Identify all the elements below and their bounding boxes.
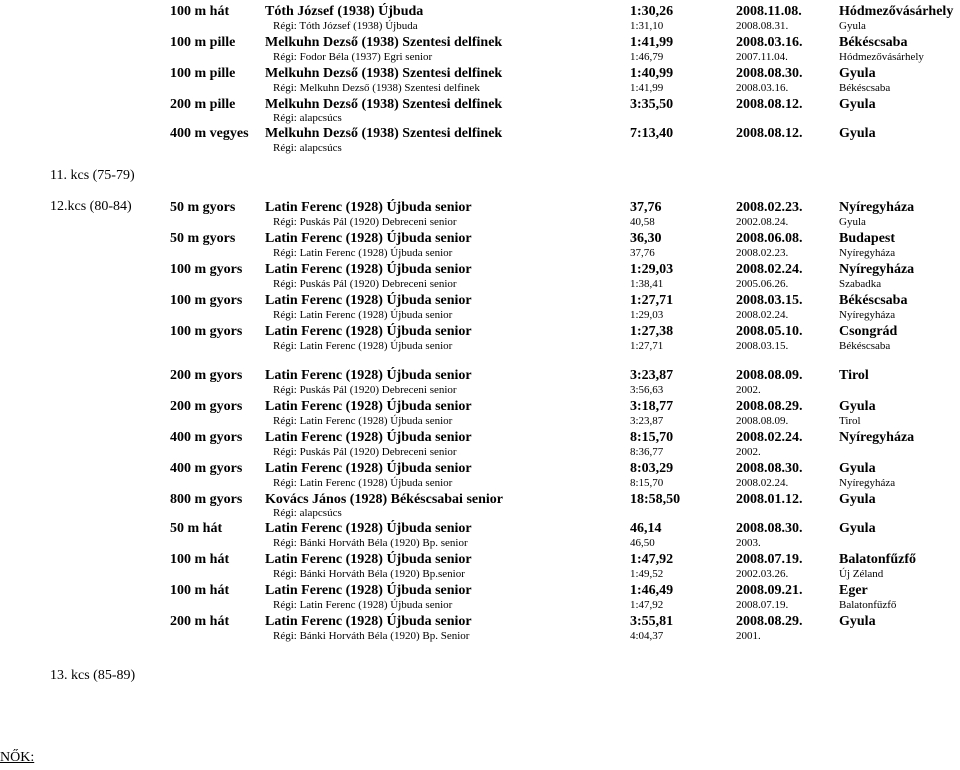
time-cell: 8:15,70 <box>630 477 664 489</box>
place-cell: Új Zéland <box>839 568 884 580</box>
previous-record-row <box>0 506 960 520</box>
record-row <box>0 199 960 216</box>
place-cell: Gyula <box>839 20 866 32</box>
name-cell: Régi: Tóth József (1938) Újbuda <box>273 20 418 32</box>
time-cell: 1:49,52 <box>630 568 664 580</box>
date-cell: 2002. <box>736 446 761 458</box>
name-cell: Régi: Melkuhn Dezső (1938) Szentesi delfinek <box>273 82 480 94</box>
name-cell: Latin Ferenc (1928) Újbuda senior <box>265 324 472 339</box>
name-cell: Régi: Latin Ferenc (1928) Újbuda senior <box>273 309 453 321</box>
event-cell: 400 m gyors <box>170 461 243 476</box>
date-cell: 2008.05.10. <box>736 324 803 339</box>
record-row <box>0 520 960 537</box>
time-cell: 36,30 <box>630 231 662 246</box>
previous-record-row <box>0 81 960 95</box>
event-cell: 400 m gyors <box>170 430 243 445</box>
time-cell: 1:29,03 <box>630 309 664 321</box>
time-cell: 1:27,38 <box>630 324 674 339</box>
date-cell: 2008.08.12. <box>736 97 803 112</box>
previous-record-row <box>0 567 960 581</box>
time-cell: 3:18,77 <box>630 399 674 414</box>
date-cell: 2008.08.30. <box>736 521 803 536</box>
time-cell: 46,14 <box>630 521 662 536</box>
time-cell: 3:35,50 <box>630 97 674 112</box>
previous-record-row <box>0 414 960 428</box>
date-cell: 2008.02.24. <box>736 309 789 321</box>
name-cell: Melkuhn Dezső (1938) Szentesi delfinek <box>265 35 503 50</box>
record-row <box>0 261 960 278</box>
record-row <box>0 398 960 415</box>
previous-record-row <box>0 215 960 229</box>
time-cell: 1:27,71 <box>630 293 674 308</box>
name-cell: Régi: alapcsúcs <box>273 507 342 519</box>
nok-heading: NŐK: <box>0 750 35 765</box>
place-cell: Nyíregyháza <box>839 430 915 445</box>
name-cell: Régi: alapcsúcs <box>273 142 342 154</box>
time-cell: 1:38,41 <box>630 278 664 290</box>
record-row <box>0 582 960 599</box>
place-cell: Nyíregyháza <box>839 477 896 489</box>
name-cell: Régi: Latin Ferenc (1928) Újbuda senior <box>273 247 453 259</box>
date-cell: 2008.06.08. <box>736 231 803 246</box>
name-cell: Régi: Latin Ferenc (1928) Újbuda senior <box>273 415 453 427</box>
record-row <box>0 292 960 309</box>
place-cell: Nyíregyháza <box>839 200 915 215</box>
date-cell: 2008.09.21. <box>736 583 803 598</box>
event-cell: 100 m hát <box>170 552 230 567</box>
place-cell: Békéscsaba <box>839 82 891 94</box>
place-cell: Gyula <box>839 126 876 141</box>
previous-record-row <box>0 339 960 353</box>
name-cell: Régi: Bánki Horváth Béla (1920) Bp. senior <box>273 537 468 549</box>
time-cell: 1:29,03 <box>630 262 674 277</box>
place-cell: Tirol <box>839 368 869 383</box>
date-cell: 2008.08.12. <box>736 126 803 141</box>
date-cell: 2008.03.15. <box>736 293 803 308</box>
place-cell: Hódmezővásárhely <box>839 4 954 19</box>
place-cell: Budapest <box>839 231 896 246</box>
record-row <box>0 551 960 568</box>
name-cell: Régi: Bánki Horváth Béla (1920) Bp. Senior <box>273 630 470 642</box>
previous-record-row <box>0 536 960 550</box>
age-group-label: 12.kcs (80-84) <box>50 199 132 214</box>
age-group-label: 11. kcs (75-79) <box>50 168 135 183</box>
record-row <box>0 429 960 446</box>
time-cell: 3:23,87 <box>630 368 674 383</box>
place-cell: Gyula <box>839 399 876 414</box>
previous-record-row <box>0 598 960 612</box>
name-cell: Régi: Latin Ferenc (1928) Újbuda senior <box>273 599 453 611</box>
time-cell: 1:47,92 <box>630 552 674 567</box>
event-cell: 100 m hát <box>170 583 230 598</box>
event-cell: 200 m gyors <box>170 368 243 383</box>
event-cell: 50 m gyors <box>170 231 236 246</box>
time-cell: 1:46,79 <box>630 51 664 63</box>
time-cell: 46,50 <box>630 537 655 549</box>
name-cell: Tóth József (1938) Újbuda <box>265 4 424 19</box>
event-cell: 100 m hát <box>170 4 230 19</box>
record-row <box>0 323 960 340</box>
name-cell: Régi: Puskás Pál (1920) Debreceni senior <box>273 446 457 458</box>
date-cell: 2002. <box>736 384 761 396</box>
date-cell: 2008.08.09. <box>736 415 789 427</box>
time-cell: 1:47,92 <box>630 599 664 611</box>
place-cell: Eger <box>839 583 868 598</box>
previous-record-row <box>0 246 960 260</box>
event-cell: 100 m gyors <box>170 293 243 308</box>
event-cell: 800 m gyors <box>170 492 243 507</box>
previous-record-row <box>0 476 960 490</box>
name-cell: Régi: Fodor Béla (1937) Egri senior <box>273 51 433 63</box>
record-row <box>0 125 960 142</box>
date-cell: 2008.03.15. <box>736 340 789 352</box>
place-cell: Békéscsaba <box>839 340 891 352</box>
date-cell: 2008.07.19. <box>736 552 803 567</box>
name-cell: Régi: alapcsúcs <box>273 112 342 124</box>
name-cell: Régi: Puskás Pál (1920) Debreceni senior <box>273 278 457 290</box>
time-cell: 1:46,49 <box>630 583 674 598</box>
date-cell: 2008.08.29. <box>736 399 803 414</box>
event-cell: 200 m pille <box>170 97 236 112</box>
place-cell: Hódmezővásárhely <box>839 51 924 63</box>
place-cell: Nyíregyháza <box>839 309 896 321</box>
record-row <box>0 367 960 384</box>
name-cell: Kovács János (1928) Békéscsabai senior <box>265 492 503 507</box>
time-cell: 3:56,63 <box>630 384 664 396</box>
event-cell: 50 m gyors <box>170 200 236 215</box>
date-cell: 2008.08.30. <box>736 461 803 476</box>
time-cell: 4:04,37 <box>630 630 664 642</box>
date-cell: 2008.08.30. <box>736 66 803 81</box>
date-cell: 2008.01.12. <box>736 492 803 507</box>
date-cell: 2008.02.23. <box>736 247 789 259</box>
time-cell: 7:13,40 <box>630 126 674 141</box>
name-cell: Latin Ferenc (1928) Újbuda senior <box>265 368 472 383</box>
previous-record-row <box>0 383 960 397</box>
date-cell: 2008.02.24. <box>736 430 803 445</box>
time-cell: 37,76 <box>630 200 662 215</box>
event-cell: 100 m pille <box>170 35 236 50</box>
name-cell: Melkuhn Dezső (1938) Szentesi delfinek <box>265 97 503 112</box>
date-cell: 2002.03.26. <box>736 568 789 580</box>
name-cell: Latin Ferenc (1928) Újbuda senior <box>265 614 472 629</box>
name-cell: Régi: Puskás Pál (1920) Debreceni senior <box>273 384 457 396</box>
place-cell: Gyula <box>839 492 876 507</box>
date-cell: 2008.02.24. <box>736 262 803 277</box>
place-cell: Gyula <box>839 97 876 112</box>
time-cell: 1:31,10 <box>630 20 664 32</box>
previous-record-row <box>0 50 960 64</box>
name-cell: Latin Ferenc (1928) Újbuda senior <box>265 430 472 445</box>
previous-record-row <box>0 277 960 291</box>
previous-record-row <box>0 629 960 643</box>
date-cell: 2008.08.31. <box>736 20 789 32</box>
time-cell: 1:41,99 <box>630 82 664 94</box>
record-row <box>0 613 960 630</box>
previous-record-row <box>0 445 960 459</box>
name-cell: Latin Ferenc (1928) Újbuda senior <box>265 293 472 308</box>
previous-record-row <box>0 141 960 155</box>
event-cell: 100 m gyors <box>170 262 243 277</box>
place-cell: Gyula <box>839 461 876 476</box>
time-cell: 8:03,29 <box>630 461 674 476</box>
time-cell: 8:15,70 <box>630 430 674 445</box>
date-cell: 2008.11.08. <box>736 4 802 19</box>
date-cell: 2008.03.16. <box>736 35 803 50</box>
previous-record-row <box>0 19 960 33</box>
place-cell: Nyíregyháza <box>839 262 915 277</box>
name-cell: Régi: Bánki Horváth Béla (1920) Bp.senior <box>273 568 465 580</box>
time-cell: 37,76 <box>630 247 655 259</box>
name-cell: Latin Ferenc (1928) Újbuda senior <box>265 231 472 246</box>
time-cell: 1:40,99 <box>630 66 674 81</box>
date-cell: 2005.06.26. <box>736 278 789 290</box>
time-cell: 3:55,81 <box>630 614 674 629</box>
name-cell: Régi: Puskás Pál (1920) Debreceni senior <box>273 216 457 228</box>
event-cell: 400 m vegyes <box>170 126 249 141</box>
age-group-label: 13. kcs (85-89) <box>50 668 136 683</box>
place-cell: Gyula <box>839 66 876 81</box>
record-row <box>0 460 960 477</box>
time-cell: 1:30,26 <box>630 4 674 19</box>
name-cell: Melkuhn Dezső (1938) Szentesi delfinek <box>265 66 503 81</box>
event-cell: 50 m hát <box>170 521 223 536</box>
place-cell: Békéscsaba <box>839 35 908 50</box>
name-cell: Latin Ferenc (1928) Újbuda senior <box>265 521 472 536</box>
name-cell: Latin Ferenc (1928) Újbuda senior <box>265 200 472 215</box>
place-cell: Tirol <box>839 415 861 427</box>
date-cell: 2008.02.23. <box>736 200 803 215</box>
name-cell: Latin Ferenc (1928) Újbuda senior <box>265 262 472 277</box>
name-cell: Régi: Latin Ferenc (1928) Újbuda senior <box>273 340 453 352</box>
record-row <box>0 230 960 247</box>
name-cell: Melkuhn Dezső (1938) Szentesi delfinek <box>265 126 503 141</box>
place-cell: Balatonfűzfő <box>839 599 897 611</box>
event-cell: 200 m hát <box>170 614 230 629</box>
record-row <box>0 3 960 20</box>
place-cell: Gyula <box>839 521 876 536</box>
date-cell: 2001. <box>736 630 761 642</box>
time-cell: 3:23,87 <box>630 415 664 427</box>
place-cell: Szabadka <box>839 278 882 290</box>
event-cell: 100 m gyors <box>170 324 243 339</box>
name-cell: Latin Ferenc (1928) Újbuda senior <box>265 583 472 598</box>
time-cell: 1:41,99 <box>630 35 674 50</box>
name-cell: Régi: Latin Ferenc (1928) Újbuda senior <box>273 477 453 489</box>
date-cell: 2008.07.19. <box>736 599 789 611</box>
date-cell: 2008.08.09. <box>736 368 803 383</box>
place-cell: Gyula <box>839 216 866 228</box>
record-row <box>0 65 960 82</box>
record-row <box>0 34 960 51</box>
date-cell: 2008.02.24. <box>736 477 789 489</box>
name-cell: Latin Ferenc (1928) Újbuda senior <box>265 552 472 567</box>
time-cell: 40,58 <box>630 216 655 228</box>
place-cell: Nyíregyháza <box>839 247 896 259</box>
place-cell: Balatonfűzfő <box>839 552 916 567</box>
place-cell: Gyula <box>839 614 876 629</box>
date-cell: 2008.03.16. <box>736 82 789 94</box>
name-cell: Latin Ferenc (1928) Újbuda senior <box>265 399 472 414</box>
date-cell: 2003. <box>736 537 761 549</box>
time-cell: 1:27,71 <box>630 340 664 352</box>
time-cell: 8:36,77 <box>630 446 664 458</box>
previous-record-row <box>0 308 960 322</box>
previous-record-row <box>0 111 960 125</box>
place-cell: Csongrád <box>839 324 898 339</box>
date-cell: 2007.11.04. <box>736 51 788 63</box>
event-cell: 100 m pille <box>170 66 236 81</box>
event-cell: 200 m gyors <box>170 399 243 414</box>
place-cell: Békéscsaba <box>839 293 908 308</box>
time-cell: 18:58,50 <box>630 492 681 507</box>
name-cell: Latin Ferenc (1928) Újbuda senior <box>265 461 472 476</box>
date-cell: 2002.08.24. <box>736 216 789 228</box>
date-cell: 2008.08.29. <box>736 614 803 629</box>
